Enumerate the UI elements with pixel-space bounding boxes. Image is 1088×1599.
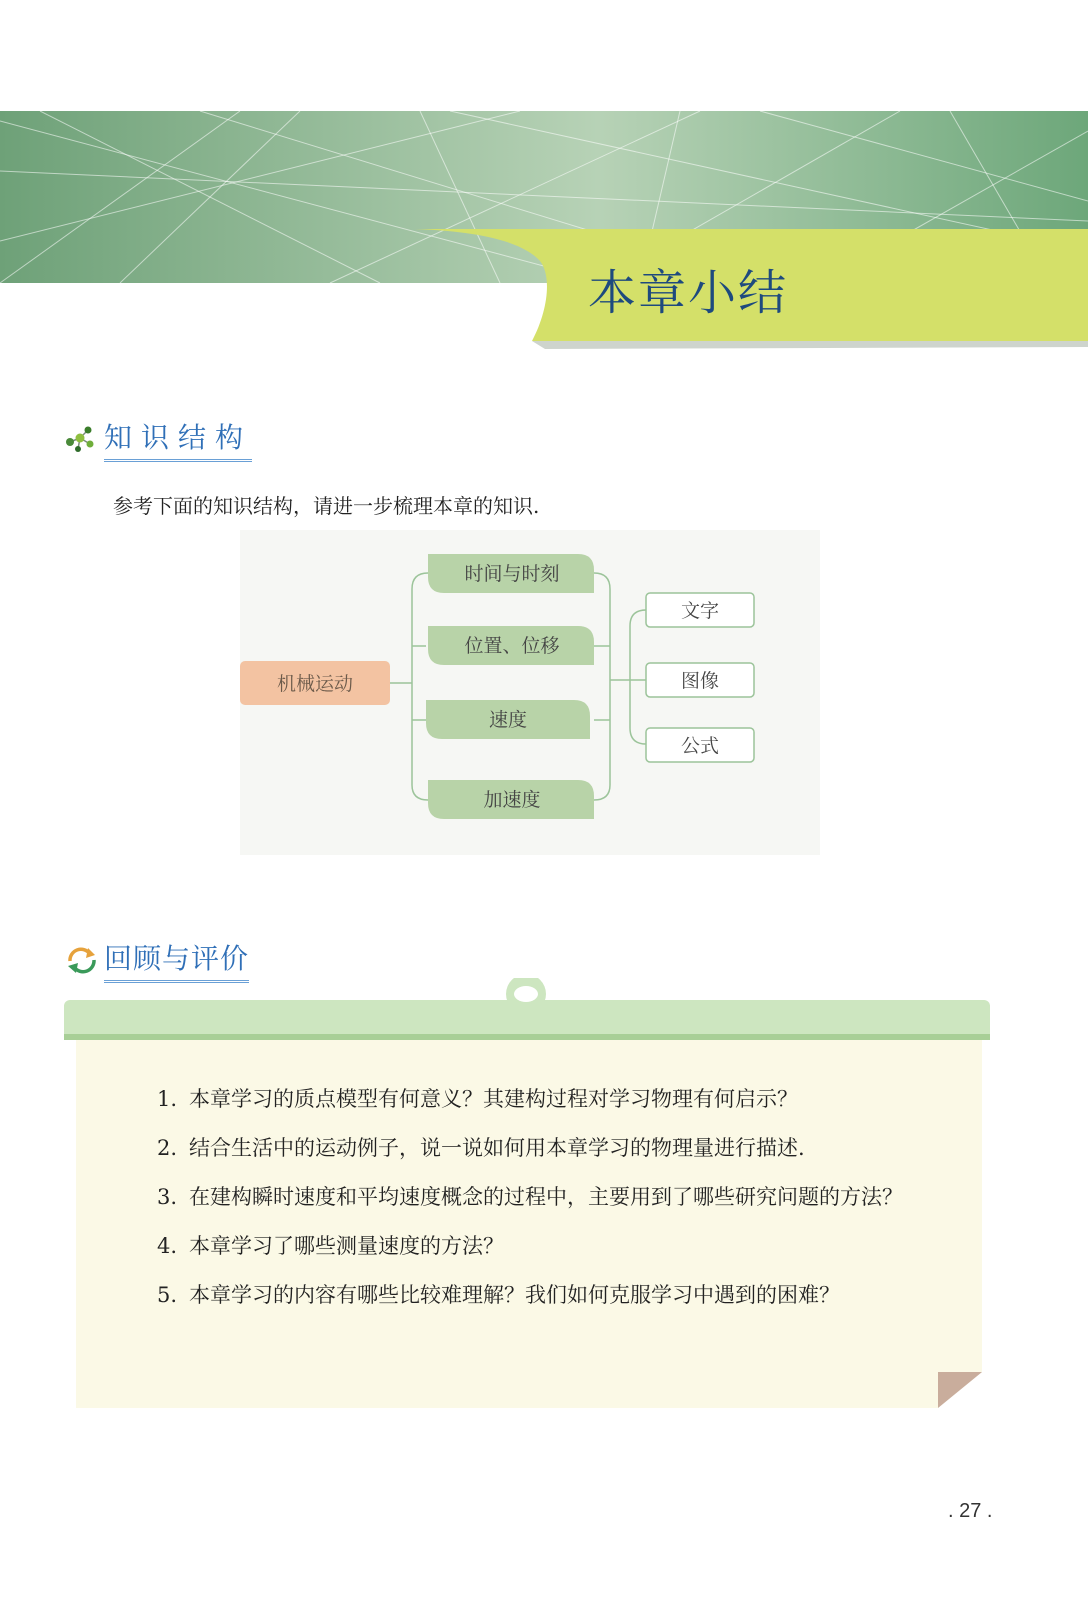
- representation-label: 文字: [680, 600, 720, 622]
- root-node-label: 机械运动: [276, 673, 354, 695]
- intro-text: 参考下面的知识结构，请进一步梳理本章的知识.: [113, 494, 540, 518]
- list-item: 2. 结合生活中的运动例子，说一说如何用本章学习的物理量进行描述.: [157, 1136, 805, 1160]
- concept-node: [426, 700, 590, 739]
- refresh-cycle-icon: [64, 943, 102, 975]
- page-number: . 27 .: [948, 1500, 993, 1522]
- concept-node: [428, 780, 594, 819]
- concept-label: 速度: [488, 709, 528, 731]
- representation-node: [646, 593, 754, 627]
- list-item: 3. 在建构瞬时速度和平均速度概念的过程中，主要用到了哪些研究问题的方法？: [157, 1185, 904, 1209]
- list-item: 4. 本章学习了哪些测量速度的方法？: [157, 1234, 505, 1258]
- root-node: [240, 661, 390, 705]
- concept-node: [428, 626, 594, 665]
- concept-label: 位置、位移: [464, 635, 560, 657]
- representation-label: 公式: [680, 735, 720, 757]
- list-item: 1. 本章学习的质点模型有何意义？其建构过程对学习物理有何启示？: [157, 1087, 799, 1111]
- knowledge-structure-diagram: [240, 530, 820, 855]
- section-title: 知识结构: [104, 416, 252, 462]
- representation-label: 图像: [680, 670, 720, 692]
- list-item: 5. 本章学习的内容有哪些比较难理解？我们如何克服学习中遇到的困难？: [157, 1283, 841, 1307]
- concept-node: [428, 554, 594, 593]
- review-questions: [113, 1080, 933, 1325]
- concept-label: 时间与时刻: [464, 563, 560, 585]
- chapter-title: 本章小结: [588, 265, 789, 321]
- concept-label: 加速度: [483, 789, 541, 811]
- molecule-icon: [64, 422, 102, 454]
- section-title: 回顾与评价: [104, 937, 249, 983]
- chapter-banner: [0, 111, 1088, 351]
- representation-node: [646, 728, 754, 762]
- representation-node: [646, 663, 754, 697]
